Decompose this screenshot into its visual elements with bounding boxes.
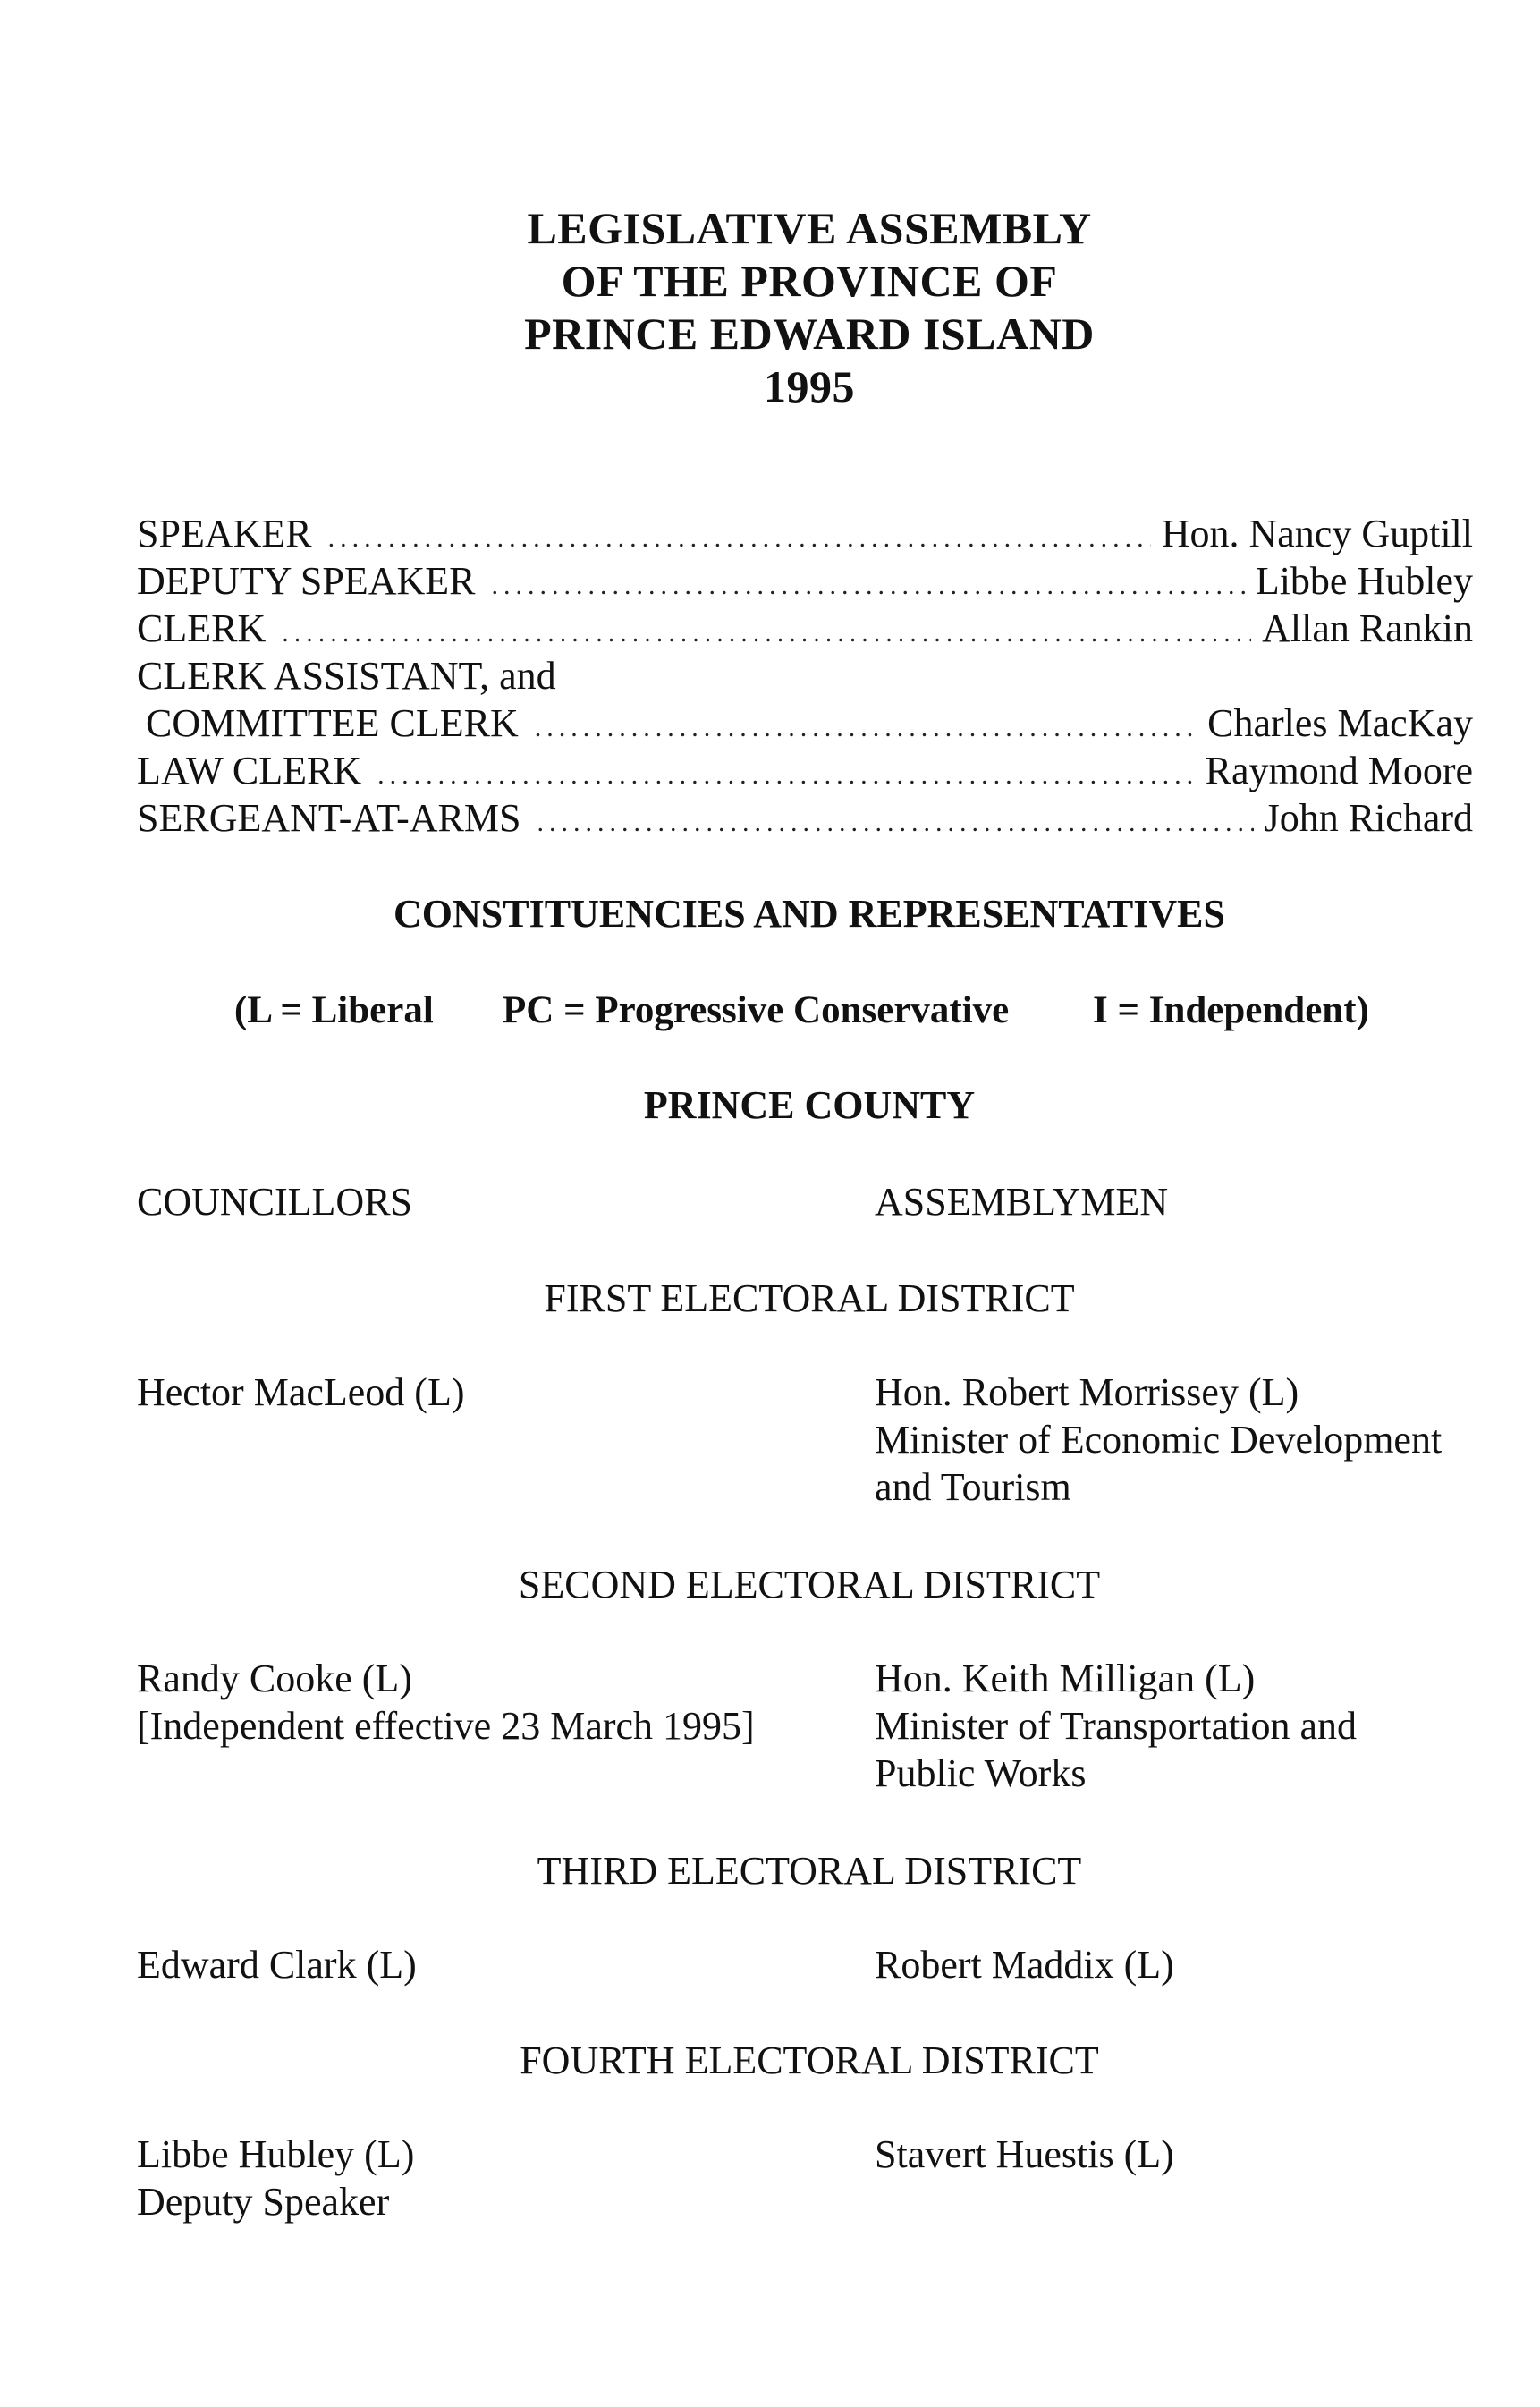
leader-dots (537, 799, 1254, 846)
councillor-entry (137, 1655, 755, 1750)
assemblyman-name: Stavert Huestis (L) (875, 2132, 1174, 2176)
legend-pc: PC = Progressive Conservative (503, 989, 1010, 1031)
district-heading: THIRD ELECTORAL DISTRICT (537, 1849, 1082, 1893)
district-heading: FIRST ELECTORAL DISTRICT (544, 1276, 1075, 1320)
title-line-4: 1995 (764, 361, 855, 411)
councillor-name: Randy Cooke (L) (137, 1657, 412, 1700)
party-legend (234, 988, 1369, 1032)
officer-role: SERGEANT-AT-ARMS (137, 796, 521, 840)
leader-dots (328, 514, 1151, 562)
officer-role: DEPUTY SPEAKER (137, 559, 476, 603)
councillor-entry (137, 1941, 417, 1988)
legend-liberal: (L = Liberal (234, 989, 434, 1031)
officer-role: SPEAKER (137, 512, 312, 555)
officer-role: LAW CLERK (137, 749, 362, 792)
councillor-entry (137, 2131, 414, 2225)
officer-role: CLERK (137, 606, 267, 650)
councillor-entry (137, 1369, 464, 1416)
officer-row (137, 794, 1473, 842)
assemblymen-column-heading: ASSEMBLYMEN (875, 1180, 1169, 1224)
officer-row (137, 652, 1473, 699)
assemblyman-portfolio: and Tourism (875, 1465, 1071, 1509)
district-heading: SECOND ELECTORAL DISTRICT (518, 1563, 1101, 1606)
district-heading: FOURTH ELECTORAL DISTRICT (520, 2038, 1099, 2082)
officer-role: COMMITTEE CLERK (146, 701, 519, 745)
officers-list (137, 510, 1473, 842)
assemblyman-name: Robert Maddix (L) (875, 1943, 1174, 1987)
officer-name: Raymond Moore (1205, 749, 1473, 792)
officer-row (137, 747, 1473, 794)
councillor-note: [Independent effective 23 March 1995] (137, 1704, 755, 1748)
officer-row (137, 605, 1473, 652)
officer-name: Libbe Hubley (1255, 559, 1473, 603)
title-line-1: LEGISLATIVE ASSEMBLY (527, 203, 1092, 253)
leader-dots (492, 562, 1245, 609)
assemblyman-entry (875, 1369, 1442, 1511)
title-line-2: OF THE PROVINCE OF (561, 256, 1058, 306)
councillor-note: Deputy Speaker (137, 2180, 390, 2224)
officer-row (137, 510, 1473, 557)
title-line-3: PRINCE EDWARD ISLAND (524, 309, 1095, 359)
leader-dots (535, 704, 1197, 751)
document-title (0, 202, 1540, 413)
councillors-column-heading: COUNCILLORS (137, 1180, 413, 1224)
officer-name: John Richard (1264, 796, 1473, 840)
officer-row (137, 557, 1473, 605)
assemblyman-entry (875, 1655, 1357, 1797)
councillor-name: Hector MacLeod (L) (137, 1370, 465, 1414)
assemblyman-portfolio: Minister of Transportation and (875, 1704, 1357, 1748)
assemblyman-entry (875, 1941, 1174, 1988)
assemblyman-entry (875, 2131, 1174, 2178)
councillor-name: Libbe Hubley (L) (137, 2132, 415, 2176)
officer-role: CLERK ASSISTANT, and (137, 654, 556, 698)
legend-independent: I = Independent) (1093, 989, 1369, 1031)
assemblyman-name: Hon. Keith Milligan (L) (875, 1657, 1256, 1700)
assemblyman-portfolio: Public Works (875, 1751, 1087, 1795)
officer-name: Hon. Nancy Guptill (1161, 512, 1473, 555)
officer-name: Charles MacKay (1207, 701, 1473, 745)
assemblyman-name: Hon. Robert Morrissey (L) (875, 1370, 1299, 1414)
officer-row (137, 699, 1473, 747)
councillor-name: Edward Clark (L) (137, 1943, 417, 1987)
constituencies-heading: CONSTITUENCIES AND REPRESENTATIVES (393, 892, 1225, 936)
leader-dots (282, 609, 1251, 657)
leader-dots (377, 751, 1195, 799)
officer-name: Allan Rankin (1262, 606, 1473, 650)
county-heading: PRINCE COUNTY (643, 1083, 976, 1127)
assemblyman-portfolio: Minister of Economic Development (875, 1418, 1443, 1462)
